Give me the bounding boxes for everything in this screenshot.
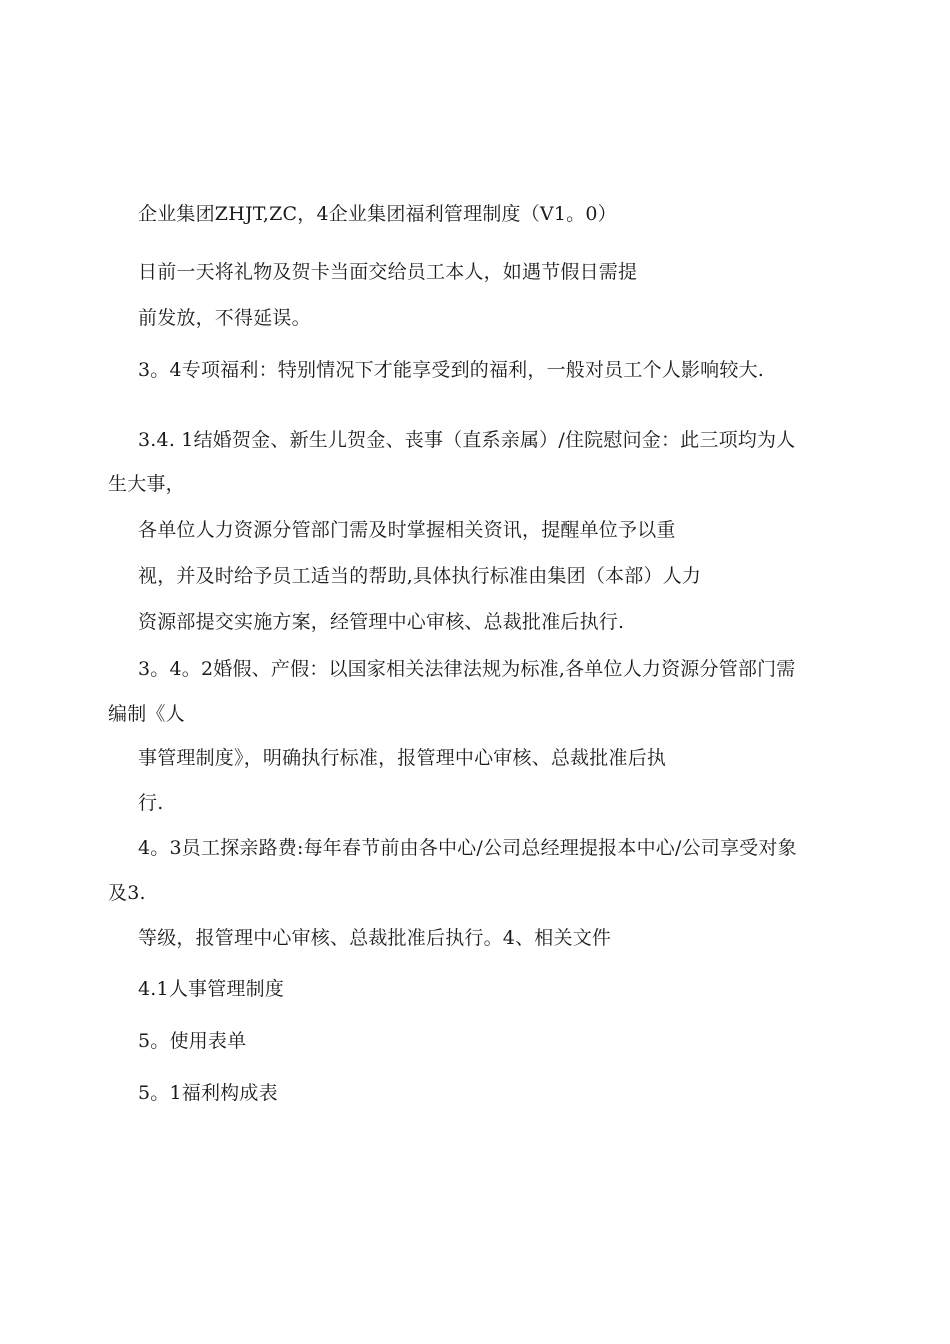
document-header: 企业集团ZHJT,ZC，4企业集团福利管理制度（V1。0） [138,203,617,225]
paragraph-line: 3.4. 1结婚贺金、新生儿贺金、丧事（直系亲属）/住院慰问金：此三项均为人 [138,429,796,451]
paragraph-line: 视，并及时给予员工适当的帮助,具体执行标准由集团（本部）人力 [138,565,702,587]
paragraph-line: 各单位人力资源分管部门需及时掌握相关资讯，提醒单位予以重 [138,519,676,541]
paragraph-line: 前发放，不得延误。 [138,307,311,329]
paragraph-line: 3。4。2婚假、产假：以国家相关法律法规为标准,各单位人力资源分管部门需 [138,658,796,680]
paragraph-line: 事管理制度》，明确执行标准，报管理中心审核、总裁批准后执 [138,747,667,769]
paragraph-line: 及3. [108,882,146,904]
paragraph-line: 4。3员工探亲路费:每年春节前由各中心/公司总经理提报本中心/公司享受对象 [138,837,797,859]
paragraph-line: 日前一天将礼物及贺卡当面交给员工本人，如遇节假日需提 [138,261,638,283]
paragraph-line: 编制《人 [108,703,185,725]
section-heading: 4.1人事管理制度 [138,978,285,1000]
paragraph-line: 3。4专项福利：特别情况下才能享受到的福利，一般对员工个人影响较大. [138,359,765,381]
section-heading: 5。1福利构成表 [138,1082,278,1104]
paragraph-line: 生大事， [108,473,185,495]
paragraph-line: 行. [138,792,164,814]
section-heading: 5。使用表单 [138,1030,247,1052]
paragraph-line: 等级，报管理中心审核、总裁批准后执行。4、相关文件 [138,927,612,949]
paragraph-line: 资源部提交实施方案，经管理中心审核、总裁批准后执行. [138,611,625,633]
